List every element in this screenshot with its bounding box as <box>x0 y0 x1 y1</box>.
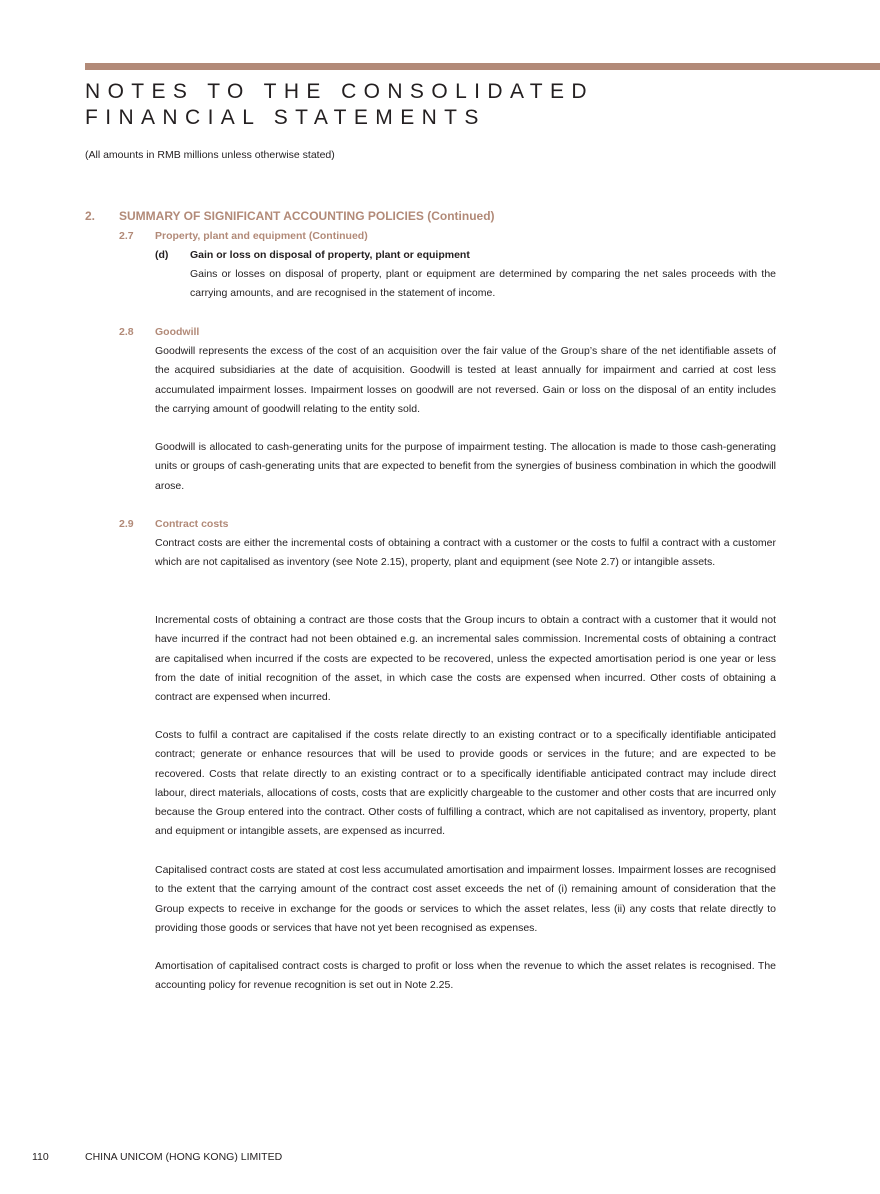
subsection-number-2-9: 2.9 <box>119 518 134 530</box>
subsection-title-2-9: Contract costs <box>155 518 229 530</box>
subsection-number-2-8: 2.8 <box>119 326 134 338</box>
item-title-d: Gain or loss on disposal of property, plant or equipment <box>190 249 470 261</box>
page-title <box>85 79 594 131</box>
section-title: SUMMARY OF SIGNIFICANT ACCOUNTING POLICIES (Continued) <box>119 209 495 223</box>
paragraph-2-7-1: Gains or losses on disposal of property, plant or equipment are determined by comparing the net sales proceeds with the carrying amounts, and are recognised in the statement of income. <box>190 268 776 300</box>
paragraph-2-9-4: Capitalised contract costs are stated at cost less accumulated amortisation and impairment losses. Impairment losses are recognised to the extent that the carrying amount of the contract cost asset exceeds the net of (i) remaining amount of consideration that the Group expects to receive in exchange for the goods or services to which the asset relates, less (ii) any costs that relate directly to providing those goods or services that have not yet been recognised as expenses. <box>155 864 776 934</box>
page-title-line-2: FINANCIAL STATEMENTS <box>85 106 486 129</box>
section-number: 2. <box>85 209 96 223</box>
paragraph-2-9-5: Amortisation of capitalised contract costs is charged to profit or loss when the revenue to which the asset relates is recognised. The accounting policy for revenue recognition is set out in Note 2.25. <box>155 960 776 992</box>
subsection-title-2-8: Goodwill <box>155 326 200 338</box>
header-rule <box>85 63 880 70</box>
paragraph-2-8-1: Goodwill represents the excess of the cost of an acquisition over the fair value of the Group’s share of the net identifiable assets of the acquired subsidiaries at the date of acquisition. Goodwill is tested at least annually for impairment and carried at cost less accumulated impairment losses. Impairment losses on goodwill are not reversed. Gain or loss on the disposal of an entity includes the carrying amount of goodwill relating to the entity sold. <box>155 345 776 415</box>
company-name: CHINA UNICOM (HONG KONG) LIMITED <box>85 1151 283 1163</box>
paragraph-2-9-3: Costs to fulfil a contract are capitalised if the costs relate directly to an existing contract or to a specifically identifiable anticipated contract; generate or enhance resources that will be used to provide goods or services in the future; and are expected to be recovered. Costs that relate directly to an existing contract or to a specifically identifiable anticipated contract may include direct labour, direct materials, allocations of costs, costs that are explicitly chargeable to the customer and other costs that are incurred only because the Group entered into the contract. Other costs of fulfilling a contract, which are not capitalised as inventory, property, plant and equipment or intangible assets, are expensed as incurred. <box>155 729 776 838</box>
paragraph-2-9-2: Incremental costs of obtaining a contract are those costs that the Group incurs to obtain a contract with a customer that it would not have incurred if the contract had not been obtained e.g. an incremental sales commission. Incremental costs of obtaining a contract are capitalised when incurred if the costs are expected to be recovered, unless the expected amortisation period is one year or less from the date of initial recognition of the asset, in which case the costs are expensed when incurred. Other costs of obtaining a contract are expensed when incurred. <box>155 614 776 704</box>
paragraph-2-9-1: Contract costs are either the incremental costs of obtaining a contract with a customer or the costs to fulfil a contract with a customer which are not capitalised as inventory (see Note 2.15), property, plant and equipment (see Note 2.7) or intangible assets. <box>155 537 776 569</box>
amounts-note: (All amounts in RMB millions unless otherwise stated) <box>85 149 335 161</box>
subsection-number-2-7: 2.7 <box>119 230 134 242</box>
paragraph-2-8-2: Goodwill is allocated to cash-generating units for the purpose of impairment testing. The allocation is made to those cash-generating units or groups of cash-generating units that are expected to benefit from the synergies of business combination in which the goodwill arose. <box>155 441 776 492</box>
page-number: 110 <box>32 1151 49 1163</box>
item-label-d: (d) <box>155 249 169 261</box>
page-title-line-1: NOTES TO THE CONSOLIDATED <box>85 80 595 103</box>
subsection-title-2-7: Property, plant and equipment (Continued) <box>155 230 368 242</box>
